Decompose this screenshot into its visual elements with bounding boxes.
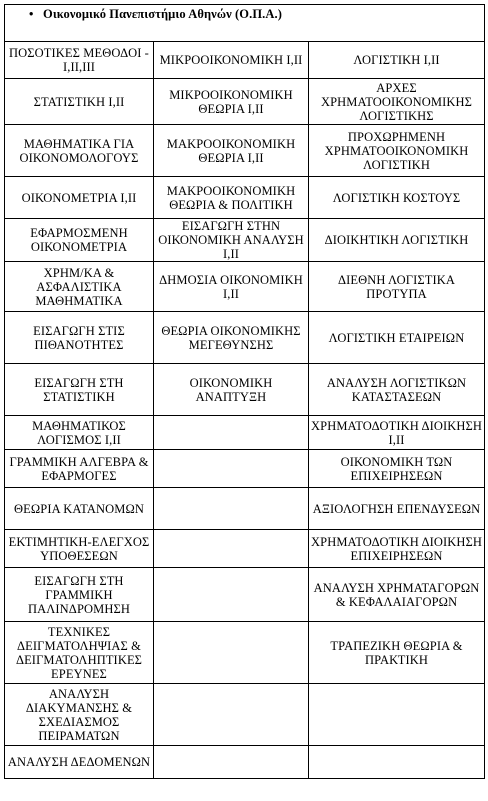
course-cell-economics xyxy=(154,488,309,530)
university-title: Οικονομικό Πανεπιστήμιο Αθηνών (Ο.Π.Α.) xyxy=(43,7,282,21)
courses-table-body xyxy=(5,5,485,779)
course-cell-economics: ΜΑΚΡΟΟΙΚΟΝΟΜΙΚΗ ΘΕΩΡΙΑ Ι,ΙΙ xyxy=(154,125,309,177)
course-cell-accounting-finance: ΑΝΑΛΥΣΗ ΧΡΗΜΑΤΑΓΟΡΩΝ & ΚΕΦΑΛΑΙΑΓΟΡΩΝ xyxy=(309,568,485,622)
course-cell-accounting-finance xyxy=(309,684,485,746)
course-cell-economics: ΔΗΜΟΣΙΑ ΟΙΚΟΝΟΜΙΚΗ Ι,ΙΙ xyxy=(154,262,309,312)
course-cell-accounting-finance: ΛΟΓΙΣΤΙΚΗ ΕΤΑΙΡΕΙΩΝ xyxy=(309,312,485,364)
course-cell-quantitative-methods: ΣΤΑΤΙΣΤΙΚΗ Ι,ΙΙ xyxy=(5,79,154,125)
course-cell-economics: ΕΙΣΑΓΩΓΗ ΣΤΗΝ ΟΙΚΟΝΟΜΙΚΗ ΑΝΑΛΥΣΗ Ι,ΙΙ xyxy=(154,219,309,262)
table-row xyxy=(5,450,485,488)
course-cell-quantitative-methods: ΕΙΣΑΓΩΓΗ ΣΤΗ ΓΡΑΜΜΙΚΗ ΠΑΛΙΝΔΡΟΜΗΣΗ xyxy=(5,568,154,622)
course-cell-quantitative-methods: ΑΝΑΛΥΣΗ ΔΙΑΚΥΜΑΝΣΗΣ & ΣΧΕΔΙΑΣΜΟΣ ΠΕΙΡΑΜΑΤΩΝ xyxy=(5,684,154,746)
table-row xyxy=(5,622,485,684)
title-cell xyxy=(5,5,485,42)
table-row xyxy=(5,746,485,779)
course-cell-accounting-finance: ΤΡΑΠΕΖΙΚΗ ΘΕΩΡΙΑ & ΠΡΑΚΤΙΚΗ xyxy=(309,622,485,684)
course-cell-economics xyxy=(154,568,309,622)
course-cell-accounting-finance: ΧΡΗΜΑΤΟΔΟΤΙΚΗ ΔΙΟΙΚΗΣΗ ΕΠΙΧΕΙΡΗΣΕΩΝ xyxy=(309,530,485,568)
course-cell-quantitative-methods: ΜΑΘΗΜΑΤΙΚΑ ΓΙΑ ΟΙΚΟΝΟΜΟΛΟΓΟΥΣ xyxy=(5,125,154,177)
course-cell-accounting-finance: ΛΟΓΙΣΤΙΚΗ Ι,ΙΙ xyxy=(309,42,485,79)
course-cell-quantitative-methods: ΕΙΣΑΓΩΓΗ ΣΤΙΣ ΠΙΘΑΝΟΤΗΤΕΣ xyxy=(5,312,154,364)
course-cell-accounting-finance: ΟΙΚΟΝΟΜΙΚΗ ΤΩΝ ΕΠΙΧΕΙΡΗΣΕΩΝ xyxy=(309,450,485,488)
table-row xyxy=(5,79,485,125)
table-row xyxy=(5,530,485,568)
course-cell-economics xyxy=(154,450,309,488)
table-row xyxy=(5,312,485,364)
course-cell-quantitative-methods: ΤΕΧΝΙΚΕΣ ΔΕΙΓΜΑΤΟΛΗΨΙΑΣ & ΔΕΙΓΜΑΤΟΛΗΠΤΙΚΕΣ ΕΡΕΥΝΕΣ xyxy=(5,622,154,684)
course-cell-accounting-finance: ΑΡΧΕΣ ΧΡΗΜΑΤΟΟΙΚΟΝΟΜΙΚΗΣ ΛΟΓΙΣΤΙΚΗΣ xyxy=(309,79,485,125)
course-cell-quantitative-methods: ΑΝΑΛΥΣΗ ΔΕΔΟΜΕΝΩΝ xyxy=(5,746,154,779)
course-cell-accounting-finance: ΔΙΕΘΝΗ ΛΟΓΙΣΤΙΚΑ ΠΡΟΤΥΠΑ xyxy=(309,262,485,312)
course-cell-quantitative-methods: ΧΡΗΜ/ΚΑ & ΑΣΦΑΛΙΣΤΙΚΑ ΜΑΘΗΜΑΤΙΚΑ xyxy=(5,262,154,312)
table-row xyxy=(5,177,485,219)
table-row xyxy=(5,568,485,622)
course-cell-accounting-finance: ΛΟΓΙΣΤΙΚΗ ΚΟΣΤΟΥΣ xyxy=(309,177,485,219)
course-cell-accounting-finance: ΠΡΟΧΩΡΗΜΕΝΗ ΧΡΗΜΑΤΟΟΙΚΟΝΟΜΙΚΗ ΛΟΓΙΣΤΙΚΗ xyxy=(309,125,485,177)
course-cell-accounting-finance: ΑΝΑΛΥΣΗ ΛΟΓΙΣΤΙΚΩΝ ΚΑΤΑΣΤΑΣΕΩΝ xyxy=(309,364,485,416)
course-cell-quantitative-methods: ΘΕΩΡΙΑ ΚΑΤΑΝΟΜΩΝ xyxy=(5,488,154,530)
table-row xyxy=(5,488,485,530)
table-row xyxy=(5,684,485,746)
table-row xyxy=(5,219,485,262)
course-cell-quantitative-methods: ΓΡΑΜΜΙΚΗ ΑΛΓΕΒΡΑ & ΕΦΑΡΜΟΓΕΣ xyxy=(5,450,154,488)
bullet-icon: • xyxy=(29,7,34,21)
course-cell-economics xyxy=(154,530,309,568)
course-cell-quantitative-methods: ΟΙΚΟΝΟΜΕΤΡΙΑ Ι,ΙΙ xyxy=(5,177,154,219)
courses-table xyxy=(4,4,485,779)
table-row xyxy=(5,42,485,79)
course-cell-quantitative-methods: ΠΟΣΟΤΙΚΕΣ ΜΕΘΟΔΟΙ - Ι,ΙΙ,ΙΙΙ xyxy=(5,42,154,79)
course-cell-economics xyxy=(154,622,309,684)
course-cell-accounting-finance xyxy=(309,746,485,779)
course-cell-quantitative-methods: ΜΑΘΗΜΑΤΙΚΟΣ ΛΟΓΙΣΜΟΣ Ι,ΙΙ xyxy=(5,416,154,450)
table-row xyxy=(5,262,485,312)
course-cell-quantitative-methods: ΕΚΤΙΜΗΤΙΚΗ-ΕΛΕΓΧΟΣ ΥΠΟΘΕΣΕΩΝ xyxy=(5,530,154,568)
course-cell-economics: ΜΙΚΡΟΟΙΚΟΝΟΜΙΚΗ ΘΕΩΡΙΑ Ι,ΙΙ xyxy=(154,79,309,125)
course-cell-economics: ΟΙΚΟΝΟΜΙΚΗ ΑΝΑΠΤΥΞΗ xyxy=(154,364,309,416)
course-cell-quantitative-methods: ΕΙΣΑΓΩΓΗ ΣΤΗ ΣΤΑΤΙΣΤΙΚΗ xyxy=(5,364,154,416)
course-cell-economics xyxy=(154,416,309,450)
course-cell-economics: ΘΕΩΡΙΑ ΟΙΚΟΝΟΜΙΚΗΣ ΜΕΓΕΘΥΝΣΗΣ xyxy=(154,312,309,364)
course-cell-economics: ΜΑΚΡΟΟΙΚΟΝΟΜΙΚΗ ΘΕΩΡΙΑ & ΠΟΛΙΤΙΚΗ xyxy=(154,177,309,219)
table-row xyxy=(5,125,485,177)
course-cell-accounting-finance: ΔΙΟΙΚΗΤΙΚΗ ΛΟΓΙΣΤΙΚΗ xyxy=(309,219,485,262)
course-cell-accounting-finance: ΧΡΗΜΑΤΟΔΟΤΙΚΗ ΔΙΟΙΚΗΣΗ Ι,ΙΙ xyxy=(309,416,485,450)
course-cell-quantitative-methods: ΕΦΑΡΜΟΣΜΕΝΗ ΟΙΚΟΝΟΜΕΤΡΙΑ xyxy=(5,219,154,262)
course-cell-economics: ΜΙΚΡΟΟΙΚΟΝΟΜΙΚΗ Ι,ΙΙ xyxy=(154,42,309,79)
course-cell-economics xyxy=(154,684,309,746)
course-cell-economics xyxy=(154,746,309,779)
table-row xyxy=(5,416,485,450)
table-row xyxy=(5,364,485,416)
title-row xyxy=(5,5,485,42)
course-cell-accounting-finance: ΑΞΙΟΛΟΓΗΣΗ ΕΠΕΝΔΥΣΕΩΝ xyxy=(309,488,485,530)
